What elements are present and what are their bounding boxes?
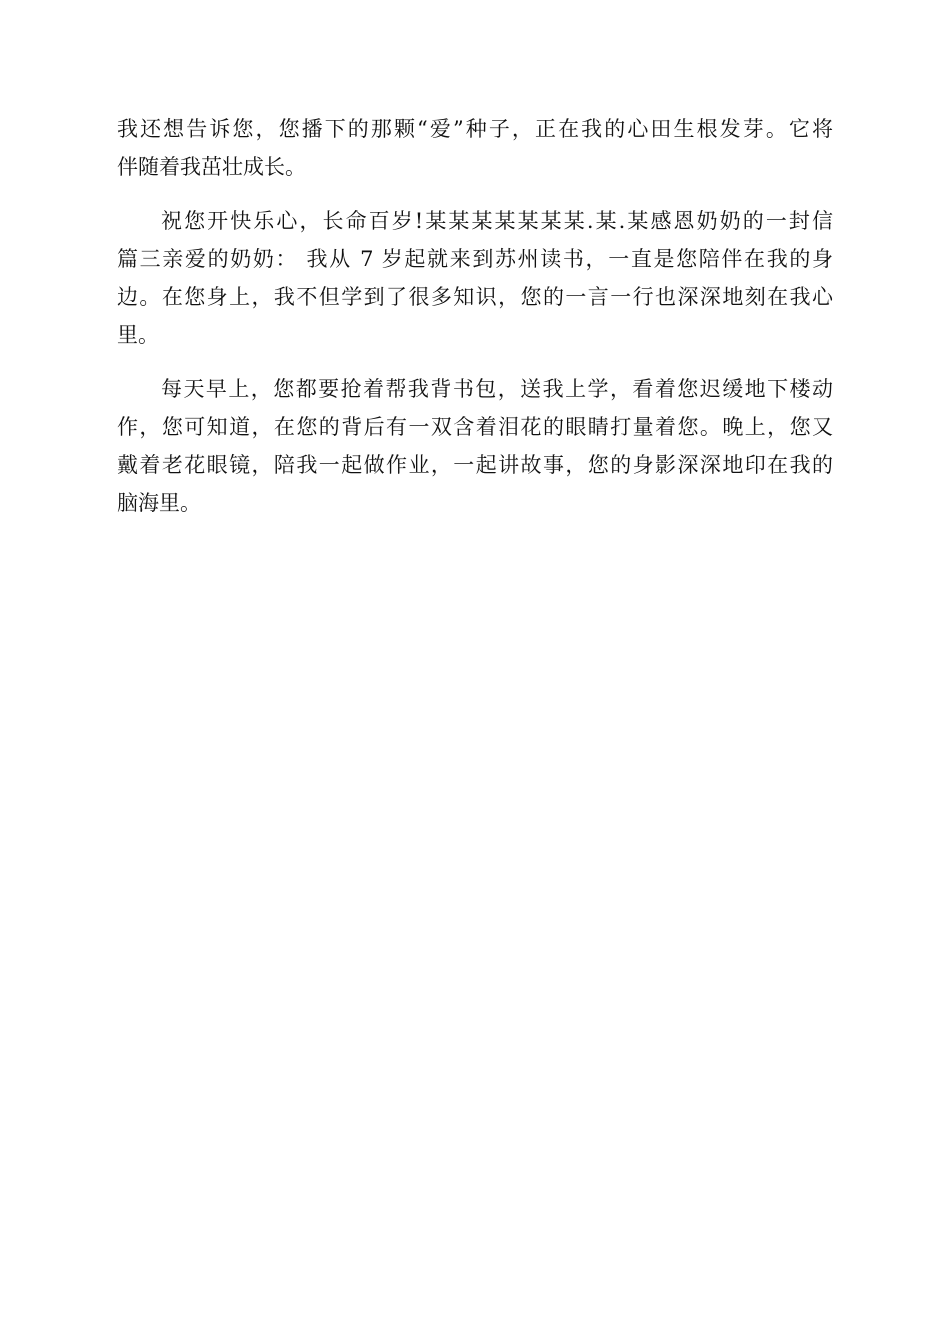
paragraph-1	[117, 110, 833, 186]
paragraph-line: 我还想告诉您，您播下的那颗“爱”种子，正在我的心田生根发芽。它将	[117, 117, 833, 141]
paragraph-line: 每天早上，您都要抢着帮我背书包，送我上学，看着您迟缓地下楼动	[161, 377, 833, 401]
paragraph-line: 祝您开快乐心，长命百岁!某某某某某某某.某.某感恩奶奶的一封信	[161, 209, 833, 233]
paragraph-line: 作，您可知道，在您的背后有一双含着泪花的眼睛打量着您。晚上，您又	[117, 415, 833, 439]
paragraph-line: 戴着老花眼镜，陪我一起做作业，一起讲故事，您的身影深深地印在我的	[117, 453, 833, 477]
paragraph-3	[117, 370, 833, 522]
paragraph-line: 脑海里。	[117, 491, 201, 515]
document-body	[117, 110, 833, 522]
paragraph-line: 里。	[117, 323, 159, 347]
paragraph-line: 边。在您身上，我不但学到了很多知识，您的一言一行也深深地刻在我心	[117, 285, 833, 309]
paragraph-line: 伴随着我茁壮成长。	[117, 155, 306, 179]
paragraph-spacer	[117, 186, 833, 202]
paragraph-line: 篇三亲爱的奶奶： 我从 7 岁起就来到苏州读书，一直是您陪伴在我的身	[117, 247, 833, 271]
paragraph-spacer	[117, 354, 833, 370]
paragraph-2	[117, 202, 833, 354]
